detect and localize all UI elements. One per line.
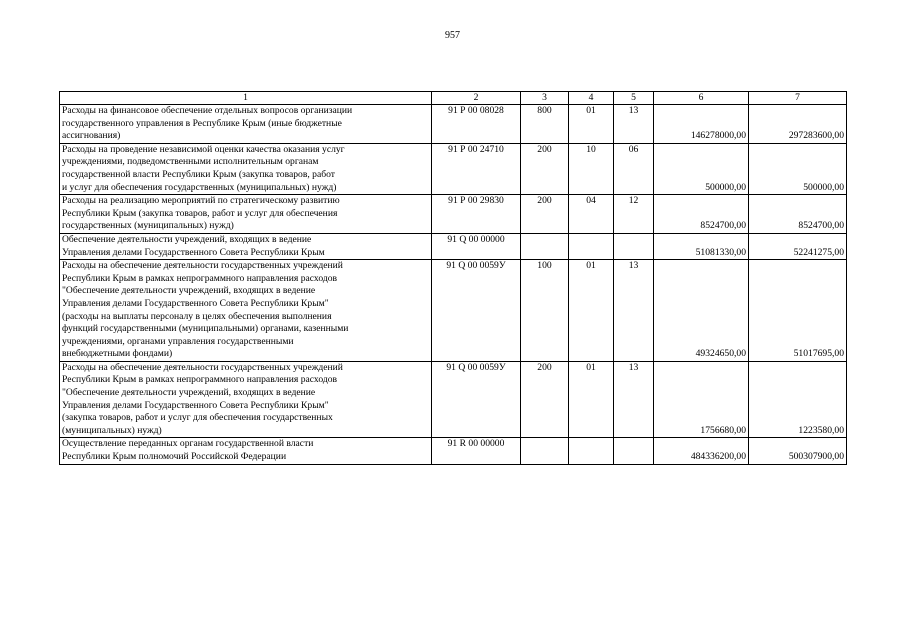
row-description: Расходы на обеспечение деятельности государственных учреждений Республики Крым в рамках непрограммного направления расходов "Обеспечение деятельности учреждений, входящих в ведение Управления делами Государственного Совета Республики Крым" (расходы на выплаты персоналу в целях обеспечения выполнения функций государственными (муниципальными) органами, казенными учреждениями, органами управления государственными внебюджетными фондами) — [60, 260, 432, 362]
row-description: Расходы на реализацию мероприятий по стратегическому развитию Республики Крым (закупка товаров, работ и услуг для обеспечения государственных (муниципальных) нужд) — [60, 195, 432, 234]
amount-year-2: 297283600,00 — [749, 105, 847, 144]
table-header-row — [60, 92, 847, 105]
column-header: 6 — [654, 92, 749, 105]
subsection-code — [614, 233, 654, 259]
expense-type-code: 800 — [521, 105, 569, 144]
row-description: Осуществление переданных органам государственной власти Республики Крым полномочий Российской Федерации — [60, 438, 432, 464]
budget-table — [59, 91, 847, 465]
section-code — [569, 233, 614, 259]
subsection-code — [614, 438, 654, 464]
amount-year-1: 500000,00 — [654, 143, 749, 194]
subsection-code: 13 — [614, 260, 654, 362]
row-description: Обеспечение деятельности учреждений, входящих в ведение Управления делами Государственного Совета Республики Крым — [60, 233, 432, 259]
column-header: 2 — [432, 92, 521, 105]
column-header: 1 — [60, 92, 432, 105]
amount-year-2: 1223580,00 — [749, 361, 847, 438]
target-article-code: 91 Q 00 0059У — [432, 361, 521, 438]
row-description: Расходы на обеспечение деятельности государственных учреждений Республики Крым в рамках непрограммного направления расходов "Обеспечение деятельности учреждений, входящих в ведение Управления делами Государственного Совета Республики Крым" (закупка товаров, работ и услуг для обеспечения государственных (муниципальных) нужд) — [60, 361, 432, 438]
section-code: 01 — [569, 361, 614, 438]
subsection-code: 13 — [614, 105, 654, 144]
expense-type-code — [521, 233, 569, 259]
column-header: 5 — [614, 92, 654, 105]
expense-type-code: 200 — [521, 361, 569, 438]
column-header: 3 — [521, 92, 569, 105]
amount-year-1: 484336200,00 — [654, 438, 749, 464]
subsection-code: 13 — [614, 361, 654, 438]
section-code: 01 — [569, 105, 614, 144]
amount-year-1: 49324650,00 — [654, 260, 749, 362]
expense-type-code: 100 — [521, 260, 569, 362]
expense-type-code — [521, 438, 569, 464]
amount-year-2: 500000,00 — [749, 143, 847, 194]
amount-year-2: 500307900,00 — [749, 438, 847, 464]
amount-year-1: 8524700,00 — [654, 195, 749, 234]
target-article-code: 91 R 00 00000 — [432, 438, 521, 464]
section-code: 04 — [569, 195, 614, 234]
target-article-code: 91 Р 00 29830 — [432, 195, 521, 234]
expense-type-code: 200 — [521, 143, 569, 194]
amount-year-1: 146278000,00 — [654, 105, 749, 144]
table-row — [60, 361, 847, 438]
table-row — [60, 105, 847, 144]
table-row — [60, 143, 847, 194]
subsection-code: 06 — [614, 143, 654, 194]
row-description: Расходы на проведение независимой оценки качества оказания услуг учреждениями, подведомственными исполнительным органам государственной власти Республики Крым (закупка товаров, работ и услуг для обеспечения государственных (муниципальных) нужд) — [60, 143, 432, 194]
row-description: Расходы на финансовое обеспечение отдельных вопросов организации государственного управления в Республике Крым (иные бюджетные ассигнования) — [60, 105, 432, 144]
subsection-code: 12 — [614, 195, 654, 234]
target-article-code: 91 Q 00 00000 — [432, 233, 521, 259]
amount-year-2: 52241275,00 — [749, 233, 847, 259]
page-number: 957 — [445, 30, 460, 41]
amount-year-2: 8524700,00 — [749, 195, 847, 234]
table-row — [60, 438, 847, 464]
column-header: 4 — [569, 92, 614, 105]
amount-year-2: 51017695,00 — [749, 260, 847, 362]
table-row — [60, 260, 847, 362]
table-row — [60, 233, 847, 259]
target-article-code: 91 Q 00 0059У — [432, 260, 521, 362]
table-row — [60, 195, 847, 234]
section-code: 01 — [569, 260, 614, 362]
target-article-code: 91 Р 00 24710 — [432, 143, 521, 194]
section-code: 10 — [569, 143, 614, 194]
amount-year-1: 51081330,00 — [654, 233, 749, 259]
column-header: 7 — [749, 92, 847, 105]
amount-year-1: 1756680,00 — [654, 361, 749, 438]
section-code — [569, 438, 614, 464]
expense-type-code: 200 — [521, 195, 569, 234]
target-article-code: 91 Р 00 08028 — [432, 105, 521, 144]
